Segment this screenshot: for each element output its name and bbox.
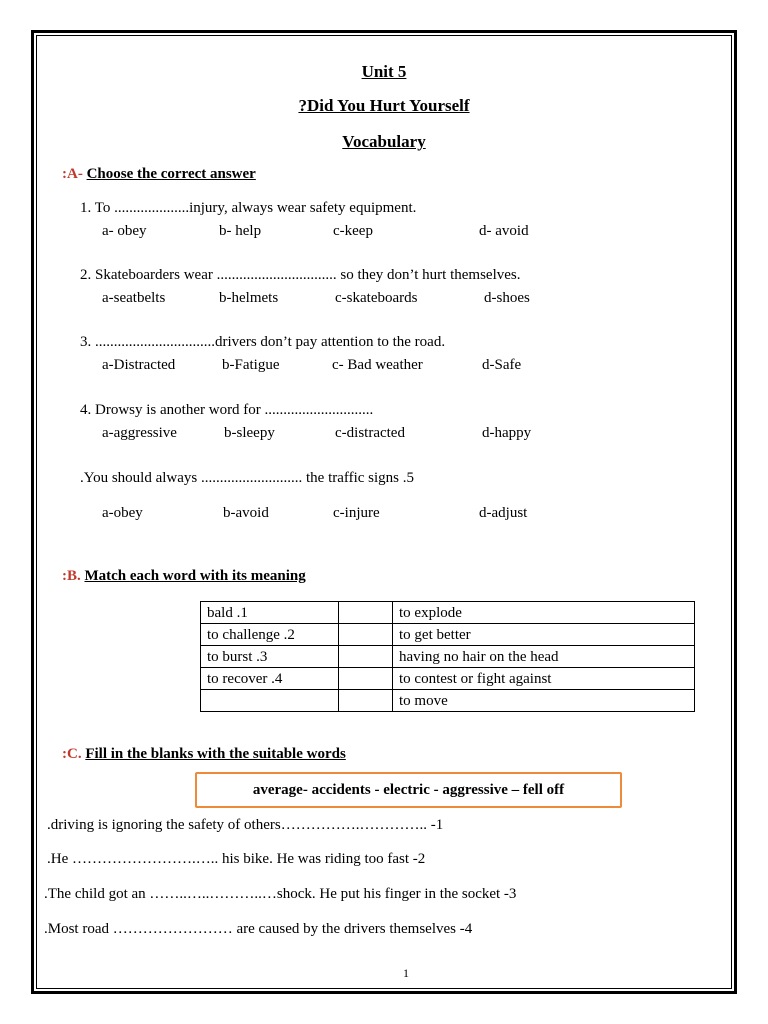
q2-option-a: a-seatbelts [102,290,166,306]
question-1-stem: 1. To ....................injury, always wear safety equipment. [80,200,417,216]
answer-cell[interactable] [339,624,393,646]
meaning-cell: having no hair on the head [393,646,695,668]
meaning-cell: to move [393,690,695,712]
q1-option-d: d- avoid [479,223,529,239]
lesson-title: ?Did You Hurt Yourself [298,96,470,115]
q4-option-a: a-aggressive [102,425,177,441]
q3-option-c: c- Bad weather [332,357,423,373]
answer-cell[interactable] [339,690,393,712]
answer-cell[interactable] [339,646,393,668]
question-5-stem: .You should always ........................... the traffic signs .5 [80,470,415,486]
q4-option-b: b-sleepy [224,425,275,441]
meaning-cell: to explode [393,602,695,624]
question-3-stem: 3. ................................drivers don’t pay attention to the road. [80,334,446,350]
question-4-stem: 4. Drowsy is another word for ............................. [80,402,374,418]
fill-sentence-3: .The child got an ……..…..………..…shock. He put his finger in the socket -3 [44,886,517,902]
fill-sentence-2: .He …………………….….. his bike. He was riding too fast -2 [47,851,426,867]
word-bank-box: average- accidents - electric - aggressive – fell off [195,772,622,808]
q3-option-d: d-Safe [482,357,522,373]
word-cell: to burst .3 [201,646,339,668]
word-cell: to challenge .2 [201,624,339,646]
answer-cell[interactable] [339,668,393,690]
q2-option-b: b-helmets [219,290,279,306]
section-b-prefix: :B. [62,568,81,584]
q3-option-a: a-Distracted [102,357,176,373]
table-row [201,646,695,668]
q1-option-b: b- help [219,223,262,239]
section-c-title: Fill in the blanks with the suitable words [85,746,346,762]
section-c-heading [62,746,346,763]
q2-option-d: d-shoes [484,290,530,306]
word-cell [201,690,339,712]
word-cell: to recover .4 [201,668,339,690]
q1-option-a: a- obey [102,223,147,239]
matching-table [200,601,695,712]
table-row [201,602,695,624]
q4-option-d: d-happy [482,425,532,441]
q5-option-c: c-injure [333,505,380,521]
unit-title: Unit 5 [361,62,407,81]
q5-option-a: a-obey [102,505,143,521]
q2-option-c: c-skateboards [335,290,418,306]
table-row [201,668,695,690]
q1-option-c: c-keep [333,223,373,239]
section-a-title: Choose the correct answer [86,166,256,182]
section-b-heading [62,568,306,585]
meaning-cell: to get better [393,624,695,646]
section-a-heading [62,166,256,183]
word-cell: bald .1 [201,602,339,624]
q5-option-d: d-adjust [479,505,528,521]
fill-sentence-4: .Most road …………………… are caused by the drivers themselves -4 [44,921,473,937]
question-2-stem: 2. Skateboarders wear ................................ so they don’t hurt themselves. [80,267,521,283]
q5-option-b: b-avoid [223,505,269,521]
meaning-cell: to contest or fight against [393,668,695,690]
answer-cell[interactable] [339,602,393,624]
section-b-title: Match each word with its meaning [84,568,306,584]
table-row [201,690,695,712]
q4-option-c: c-distracted [335,425,405,441]
table-row [201,624,695,646]
section-c-prefix: :C. [62,746,82,762]
q3-option-b: b-Fatigue [222,357,280,373]
page-number: 1 [403,966,409,980]
section-a-prefix: :A- [62,166,83,182]
fill-sentence-1: .driving is ignoring the safety of others…………….………….. -1 [47,817,444,833]
section-heading: Vocabulary [342,132,426,151]
